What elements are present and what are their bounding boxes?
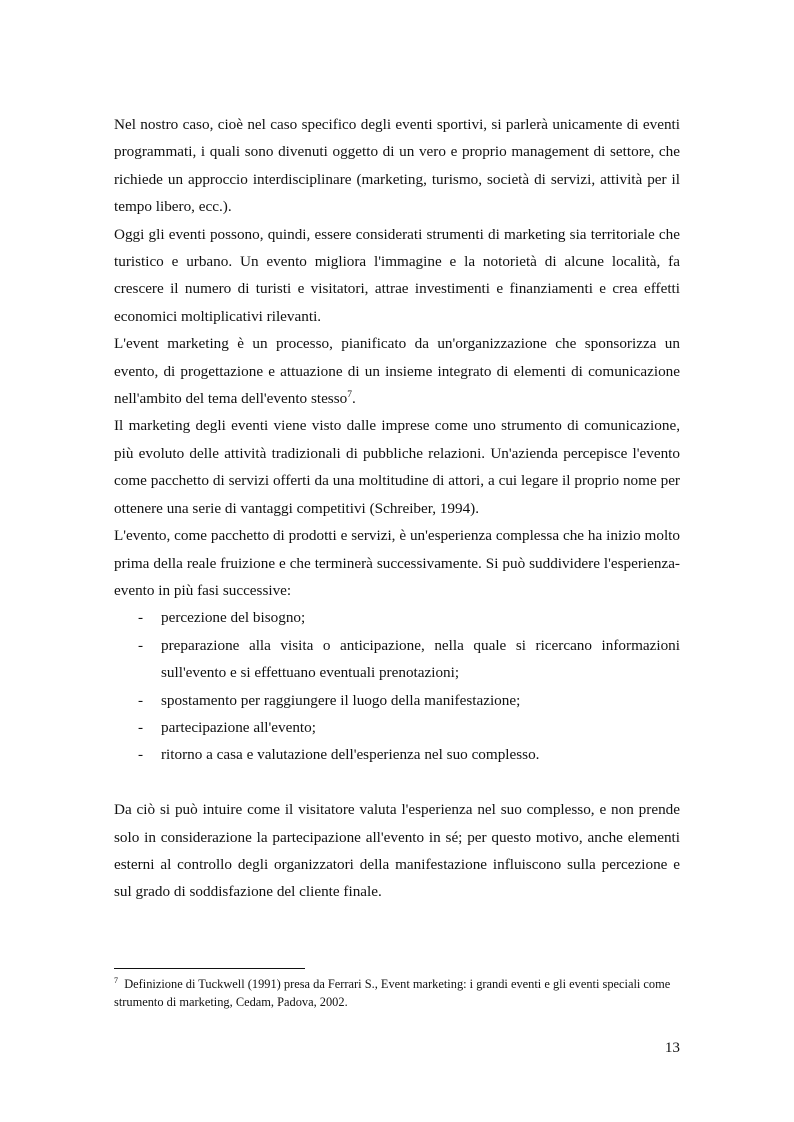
paragraph-5: L'evento, come pacchetto di prodotti e servizi, è un'esperienza complessa che ha inizio molto prima della reale fruizione e che terminerà successivamente. Si può suddividere l'esperienza-evento in più fasi successive: (114, 527, 680, 599)
paragraph-6: Da ciò si può intuire come il visitatore valuta l'esperienza nel suo complesso, e non prende solo in considerazione la partecipazione all'evento in sé; per questo motivo, anche elementi esterni al controllo degli organizzatori della manifestazione influiscono sulla percezione e sul grado di soddisfazione del cliente finale. (114, 801, 680, 901)
list-item-text: preparazione alla visita o anticipazione, nella quale si ricercano informazioni sull'evento e si effettuano eventuali prenotazioni; (161, 636, 680, 682)
dash-bullet: - (138, 746, 144, 764)
dash-bullet: - (138, 636, 144, 654)
page-number: 13 (664, 1039, 680, 1056)
footnote-separator (114, 968, 305, 969)
paragraph-3-end: . (351, 390, 356, 408)
paragraph-2: Oggi gli eventi possono, quindi, essere considerati strumenti di marketing sia territoriale che turistico e urbano. Un evento migliora l'immagine e la notorietà di alcune località, fa crescere il numero di turisti e visitatori, attrae investimenti e finanziamenti e crea effetti economici moltiplicativi rilevanti. (114, 225, 680, 325)
footnote (114, 975, 680, 1011)
paragraph-4: Il marketing degli eventi viene visto dalle imprese come uno strumento di comunicazione, più evoluto delle attività tradizionali di pubbliche relazioni. Un'azienda percepisce l'evento come pacchetto di servizi offerti da una moltitudine di attori, a cui legare il proprio nome per ottenere una serie di vantaggi competitivi (Schreiber, 1994). (114, 417, 680, 517)
list-item (114, 741, 680, 768)
list-item-text: ritorno a casa e valutazione dell'esperienza nel suo complesso. (161, 746, 540, 764)
footnote-number: 7 (114, 976, 118, 985)
footnote-reference[interactable]: 7 (347, 390, 352, 401)
paragraph-1: Nel nostro caso, cioè nel caso specifico degli eventi sportivi, si parlerà unicamente di eventi programmati, i quali sono divenuti oggetto di un vero e proprio management di settore, che richiede un approccio interdisciplinare (marketing, turismo, società di servizi, attività per il tempo libero, ecc.). (114, 116, 680, 216)
paragraph-3-text: L'event marketing è un processo, pianificato da un'organizzazione che sponsorizza un evento, di progettazione e attuazione di un insieme integrato di elementi di comunicazione nell'ambito del tema dell'evento stesso (114, 335, 680, 408)
footnote-text: Definizione di Tuckwell (1991) presa da Ferrari S., Event marketing: i grandi eventi e gli eventi speciali come strumento di marketing, Cedam, Padova, 2002. (114, 977, 671, 1009)
dash-bullet: - (138, 718, 144, 736)
paragraph-3 (114, 330, 680, 412)
dash-bullet: - (138, 609, 144, 627)
body-text (114, 111, 680, 906)
list-item (114, 687, 680, 714)
list-item (114, 632, 680, 687)
dash-bullet: - (138, 691, 144, 709)
list-item-text: spostamento per raggiungere il luogo della manifestazione; (161, 691, 521, 709)
list-item (114, 604, 680, 631)
list-item-text: partecipazione all'evento; (161, 718, 316, 736)
list-item-text: percezione del bisogno; (161, 609, 306, 627)
list-item (114, 714, 680, 741)
phase-list (114, 604, 680, 768)
paragraph-gap (114, 769, 680, 796)
